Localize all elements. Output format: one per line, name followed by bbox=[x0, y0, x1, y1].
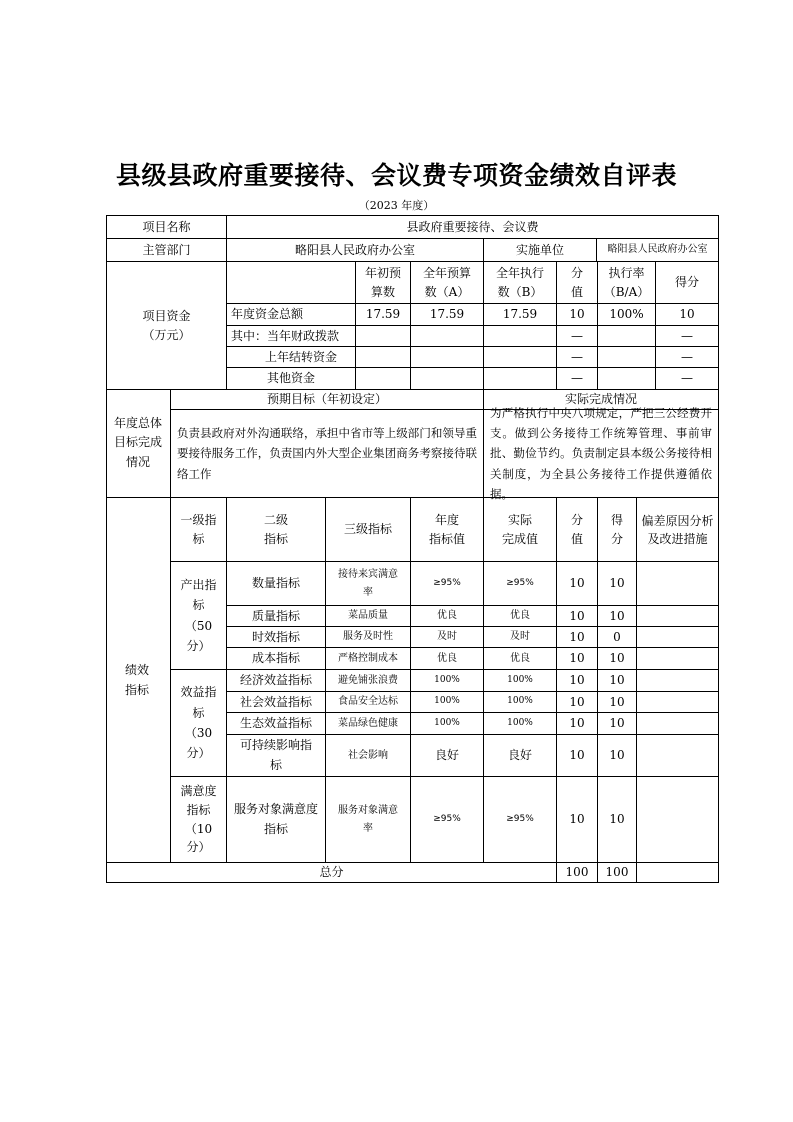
page-title: 县级县政府重要接待、会议费专项资金绩效自评表 bbox=[115, 161, 677, 190]
group-line: （10 bbox=[184, 821, 213, 836]
header-target-line1: 年度 bbox=[434, 512, 459, 527]
ind-points: 10 bbox=[569, 716, 585, 731]
project-name-label: 项目名称 bbox=[142, 219, 191, 234]
header-executed bbox=[484, 262, 556, 303]
ind-points: 10 bbox=[569, 694, 585, 709]
ind-target: ≥95% bbox=[433, 813, 461, 824]
header-rate bbox=[598, 262, 655, 303]
funds-row-annual: 17.59 bbox=[429, 307, 465, 322]
ind-level2: 服务对象满意度指标 bbox=[234, 802, 319, 836]
expected-goal-header: 预期目标（年初设定） bbox=[266, 392, 387, 407]
ind-target: ≥95% bbox=[433, 577, 461, 588]
group-line: 效益指 bbox=[180, 685, 217, 700]
ind-score: 10 bbox=[609, 673, 625, 688]
funds-row-rate: 100% bbox=[609, 307, 644, 322]
header-annual-line2: 数（A） bbox=[424, 284, 470, 299]
ind-target: 及时 bbox=[437, 631, 457, 643]
ind-points: 10 bbox=[569, 673, 585, 688]
header-target bbox=[411, 498, 483, 561]
header-rate-line1: 执行率 bbox=[608, 265, 645, 280]
ind-actual: 良好 bbox=[507, 748, 532, 763]
ind-target: 100% bbox=[434, 696, 460, 707]
funds-row-points: — bbox=[571, 328, 583, 343]
header-score: 得分 bbox=[674, 275, 699, 290]
ind-level2: 经济效益指标 bbox=[239, 673, 312, 688]
header-level2-line2: 指标 bbox=[263, 531, 288, 546]
header-rate-line2: （B/A） bbox=[603, 284, 650, 299]
ind-level3: 避免铺张浪费 bbox=[338, 674, 398, 686]
ind-target: 优良 bbox=[437, 610, 457, 622]
ind-score: 10 bbox=[609, 694, 625, 709]
header-target-line2: 指标值 bbox=[428, 531, 465, 546]
header-actual-line2: 完成值 bbox=[501, 531, 538, 546]
ind-score: 10 bbox=[609, 748, 625, 763]
group-line: 产出指 bbox=[180, 577, 217, 592]
funds-label bbox=[107, 262, 226, 389]
dept-value: 略阳县人民政府办公室 bbox=[294, 242, 415, 257]
ind-level3-line2: 率 bbox=[363, 822, 373, 834]
goals-label: 年度总体目标完成情况 bbox=[114, 416, 163, 469]
ind-actual: ≥95% bbox=[506, 577, 534, 588]
project-name-value: 县政府重要接待、会议费 bbox=[406, 219, 539, 234]
indicators-label: 绩效指标 bbox=[124, 662, 149, 697]
group-benefit bbox=[171, 670, 226, 776]
ind-level2: 社会效益指标 bbox=[239, 694, 312, 709]
ind-score: 10 bbox=[609, 576, 625, 591]
ind-score: 10 bbox=[609, 716, 625, 731]
header-ind-points-line1: 分 bbox=[570, 512, 583, 527]
ind-score: 10 bbox=[609, 608, 625, 623]
header-ind-points-line2: 值 bbox=[570, 531, 583, 546]
group-line: （30 bbox=[184, 726, 213, 740]
ind-level3 bbox=[326, 562, 410, 605]
ind-level2: 成本指标 bbox=[251, 651, 300, 666]
header-points bbox=[557, 262, 597, 303]
group-line: 分） bbox=[186, 638, 211, 653]
ind-target: 100% bbox=[434, 674, 460, 685]
ind-actual: 优良 bbox=[510, 652, 530, 664]
funds-row-score: 10 bbox=[679, 307, 695, 322]
funds-row-score: — bbox=[681, 371, 693, 386]
actual-completion-text: 为严格执行中央八项规定，严把三公经费开支。做到公务接待工作统筹管理、事前审批、勤俭节约。负责制定县本级公务接待相关制度，为全县公务接待工作提供遵循依据。 bbox=[490, 406, 712, 501]
ind-points: 10 bbox=[569, 576, 585, 591]
ind-level2: 时效指标 bbox=[251, 629, 300, 644]
funds-label-line1: 项目资金 bbox=[142, 308, 191, 323]
funds-row-points: — bbox=[571, 371, 583, 386]
ind-level2: 数量指标 bbox=[251, 576, 300, 591]
funds-row-executed: 17.59 bbox=[502, 307, 538, 322]
funds-row-label: 其中：当年财政拨款 bbox=[231, 328, 340, 343]
ind-level3 bbox=[326, 777, 410, 862]
ind-points: 10 bbox=[569, 629, 585, 644]
ind-score: 10 bbox=[609, 812, 625, 827]
ind-actual: 及时 bbox=[510, 631, 530, 643]
actual-completion-header: 实际完成情况 bbox=[564, 392, 637, 407]
ind-level3: 食品安全达标 bbox=[338, 696, 398, 708]
ind-target: 优良 bbox=[437, 652, 457, 664]
header-ind-points bbox=[557, 498, 597, 561]
header-actual bbox=[484, 498, 556, 561]
year-subtitle: （2023 年度） bbox=[358, 199, 435, 212]
header-annual-line1: 全年预算 bbox=[422, 265, 471, 280]
ind-actual: 优良 bbox=[510, 610, 530, 622]
funds-row-score: — bbox=[681, 328, 693, 343]
ind-actual: 100% bbox=[507, 717, 533, 728]
ind-target: 100% bbox=[434, 717, 460, 728]
unit-label: 实施单位 bbox=[515, 242, 564, 257]
header-ind-score-line2: 分 bbox=[610, 531, 623, 546]
funds-row-points: — bbox=[571, 349, 583, 364]
header-level2-line1: 二级 bbox=[263, 512, 288, 527]
header-points-line1: 分 bbox=[570, 265, 583, 280]
group-line: （50 bbox=[184, 618, 213, 633]
ind-points: 10 bbox=[569, 812, 585, 827]
ind-level2: 质量指标 bbox=[251, 608, 300, 623]
ind-target: 良好 bbox=[434, 748, 459, 763]
funds-label-line2: （万元） bbox=[142, 327, 191, 342]
ind-level2: 可持续影响指标 bbox=[239, 738, 312, 772]
group-line: 满意度 bbox=[180, 784, 217, 799]
funds-row-score: — bbox=[681, 349, 693, 364]
ind-score: 0 bbox=[613, 629, 621, 644]
header-annual-budget bbox=[411, 262, 483, 303]
header-executed-line2: 数（B） bbox=[497, 284, 543, 299]
ind-level3-line1: 接待来宾满意 bbox=[338, 568, 398, 580]
header-actual-line1: 实际 bbox=[507, 512, 532, 527]
unit-value: 略阳县人民政府办公室 bbox=[607, 244, 708, 256]
total-score: 100 bbox=[605, 865, 629, 880]
total-label: 总分 bbox=[319, 865, 344, 880]
group-line: 标 bbox=[192, 598, 205, 613]
group-line: 指标 bbox=[186, 802, 211, 817]
funds-row-initial: 17.59 bbox=[365, 307, 401, 322]
ind-actual: ≥95% bbox=[506, 813, 534, 824]
ind-score: 10 bbox=[609, 651, 625, 666]
ind-points: 10 bbox=[569, 748, 585, 763]
header-initial-line2: 算数 bbox=[370, 284, 395, 299]
header-level2 bbox=[227, 498, 325, 561]
total-points: 100 bbox=[565, 865, 589, 880]
header-level1 bbox=[171, 498, 226, 561]
funds-row-label: 其他资金 bbox=[266, 371, 315, 386]
ind-points: 10 bbox=[569, 651, 585, 666]
header-ind-score-line1: 得 bbox=[610, 512, 623, 527]
header-ind-score bbox=[598, 498, 636, 561]
ind-points: 10 bbox=[569, 608, 585, 623]
group-satisfaction bbox=[171, 777, 226, 862]
group-line: 分） bbox=[186, 746, 211, 761]
header-points-line2: 值 bbox=[570, 284, 583, 299]
ind-level3-line1: 服务对象满意 bbox=[338, 804, 398, 816]
ind-actual: 100% bbox=[507, 674, 533, 685]
group-output bbox=[171, 562, 226, 669]
group-line: 标 bbox=[192, 705, 205, 720]
header-deviation: 偏差原因分析及改进措施 bbox=[641, 513, 714, 546]
expected-goal-text: 负责县政府对外沟通联络，承担中省市等上级部门和领导重要接待服务工作，负责国内外大型企业集团商务考察接待联络工作 bbox=[177, 426, 477, 481]
funds-row-points: 10 bbox=[569, 307, 585, 322]
ind-level3: 菜品质量 bbox=[348, 610, 388, 622]
funds-row-label: 上年结转资金 bbox=[264, 349, 337, 364]
ind-level3: 社会影响 bbox=[348, 749, 388, 761]
header-initial-budget bbox=[356, 262, 410, 303]
funds-row-label: 年度资金总额 bbox=[231, 307, 304, 322]
header-initial-line1: 年初预 bbox=[364, 265, 401, 280]
ind-level3: 服务及时性 bbox=[343, 631, 393, 643]
group-line: 分） bbox=[186, 840, 211, 855]
header-executed-line1: 全年执行 bbox=[495, 265, 544, 280]
ind-level3: 菜品绿色健康 bbox=[338, 717, 398, 729]
ind-level3: 严格控制成本 bbox=[338, 652, 398, 664]
ind-level2: 生态效益指标 bbox=[239, 716, 312, 731]
header-level3: 三级指标 bbox=[343, 522, 392, 537]
header-level1-line1: 一级指 bbox=[180, 512, 217, 527]
ind-level3-line2: 率 bbox=[363, 586, 373, 598]
ind-actual: 100% bbox=[507, 696, 533, 707]
dept-label: 主管部门 bbox=[142, 242, 191, 257]
header-level1-line2: 标 bbox=[192, 531, 205, 546]
